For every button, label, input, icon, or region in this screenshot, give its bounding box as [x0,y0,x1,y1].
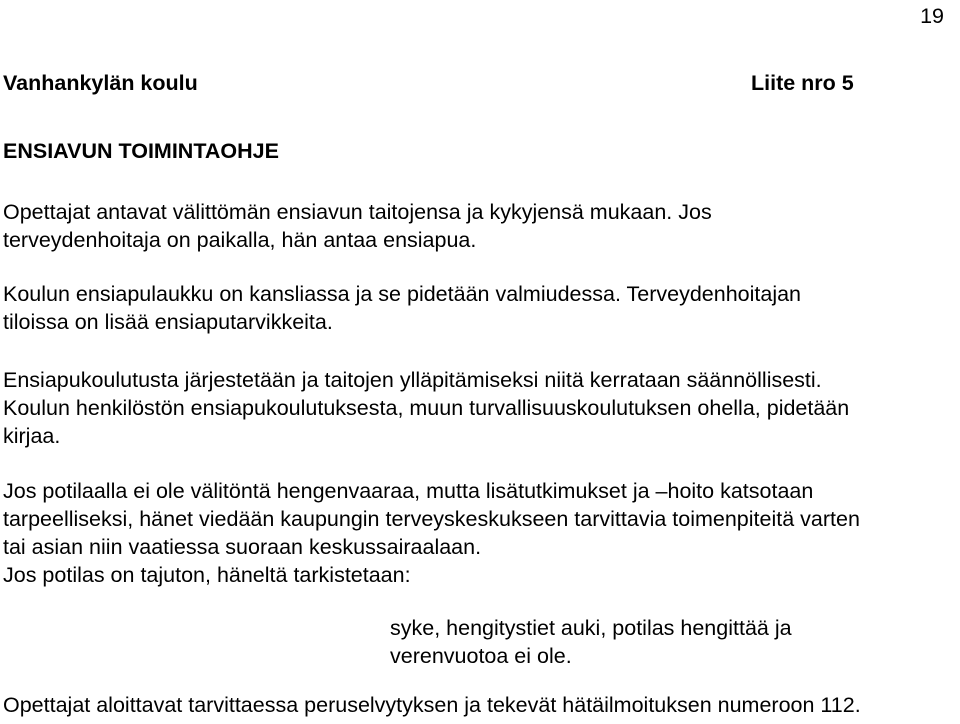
school-name: Vanhankylän koulu [3,71,198,95]
paragraph-line: Opettajat aloittavat tarvittaessa peruselvytyksen ja tekevät hätäilmoituksen numeroon 112. [3,693,861,717]
checklist-indented [390,614,890,670]
checklist-line: verenvuotoa ei ole. [390,644,572,668]
paragraph-training [3,366,953,450]
paragraph-line: tiloissa on lisää ensiaputarvikkeita. [3,310,333,334]
paragraph-line: Jos potilaalla ei ole välitöntä hengenvaaraa, mutta lisätutkimukset ja –hoito katsotaan [3,479,814,503]
paragraph-line: Koulun henkilöstön ensiapukoulutuksesta, muun turvallisuuskoulutuksen ohella, pidetään [3,396,850,420]
paragraph-emergency-call [3,691,953,719]
paragraph-line: Ensiapukoulutusta järjestetään ja taitojen ylläpitämiseksi niitä kerrataan säännöllisesti. [3,368,822,392]
paragraph-first-aid-kit [3,280,953,336]
paragraph-line: tai asian niin vaatiessa suoraan keskussairaalaan. [3,535,482,559]
paragraph-first-aid-teachers [3,198,953,254]
paragraph-patient-care [3,477,953,589]
appendix-label: Liite nro 5 [751,71,854,95]
checklist-line: syke, hengitystiet auki, potilas hengittää ja [390,616,792,640]
paragraph-line: Koulun ensiapulaukku on kansliassa ja se pidetään valmiudessa. Terveydenhoitajan [3,282,802,306]
paragraph-line: Opettajat antavat välittömän ensiavun taitojensa ja kykyjensä mukaan. Jos [3,200,712,224]
paragraph-line: kirjaa. [3,424,61,448]
paragraph-line: tarpeelliseksi, hänet viedään kaupungin terveyskeskukseen tarvittavia toimenpiteitä varten [3,507,860,531]
document-title: ENSIAVUN TOIMINTAOHJE [3,139,279,163]
paragraph-line: terveydenhoitaja on paikalla, hän antaa ensiapua. [3,228,477,252]
paragraph-line: Jos potilas on tajuton, häneltä tarkistetaan: [3,563,411,587]
page-number: 19 [920,4,944,28]
